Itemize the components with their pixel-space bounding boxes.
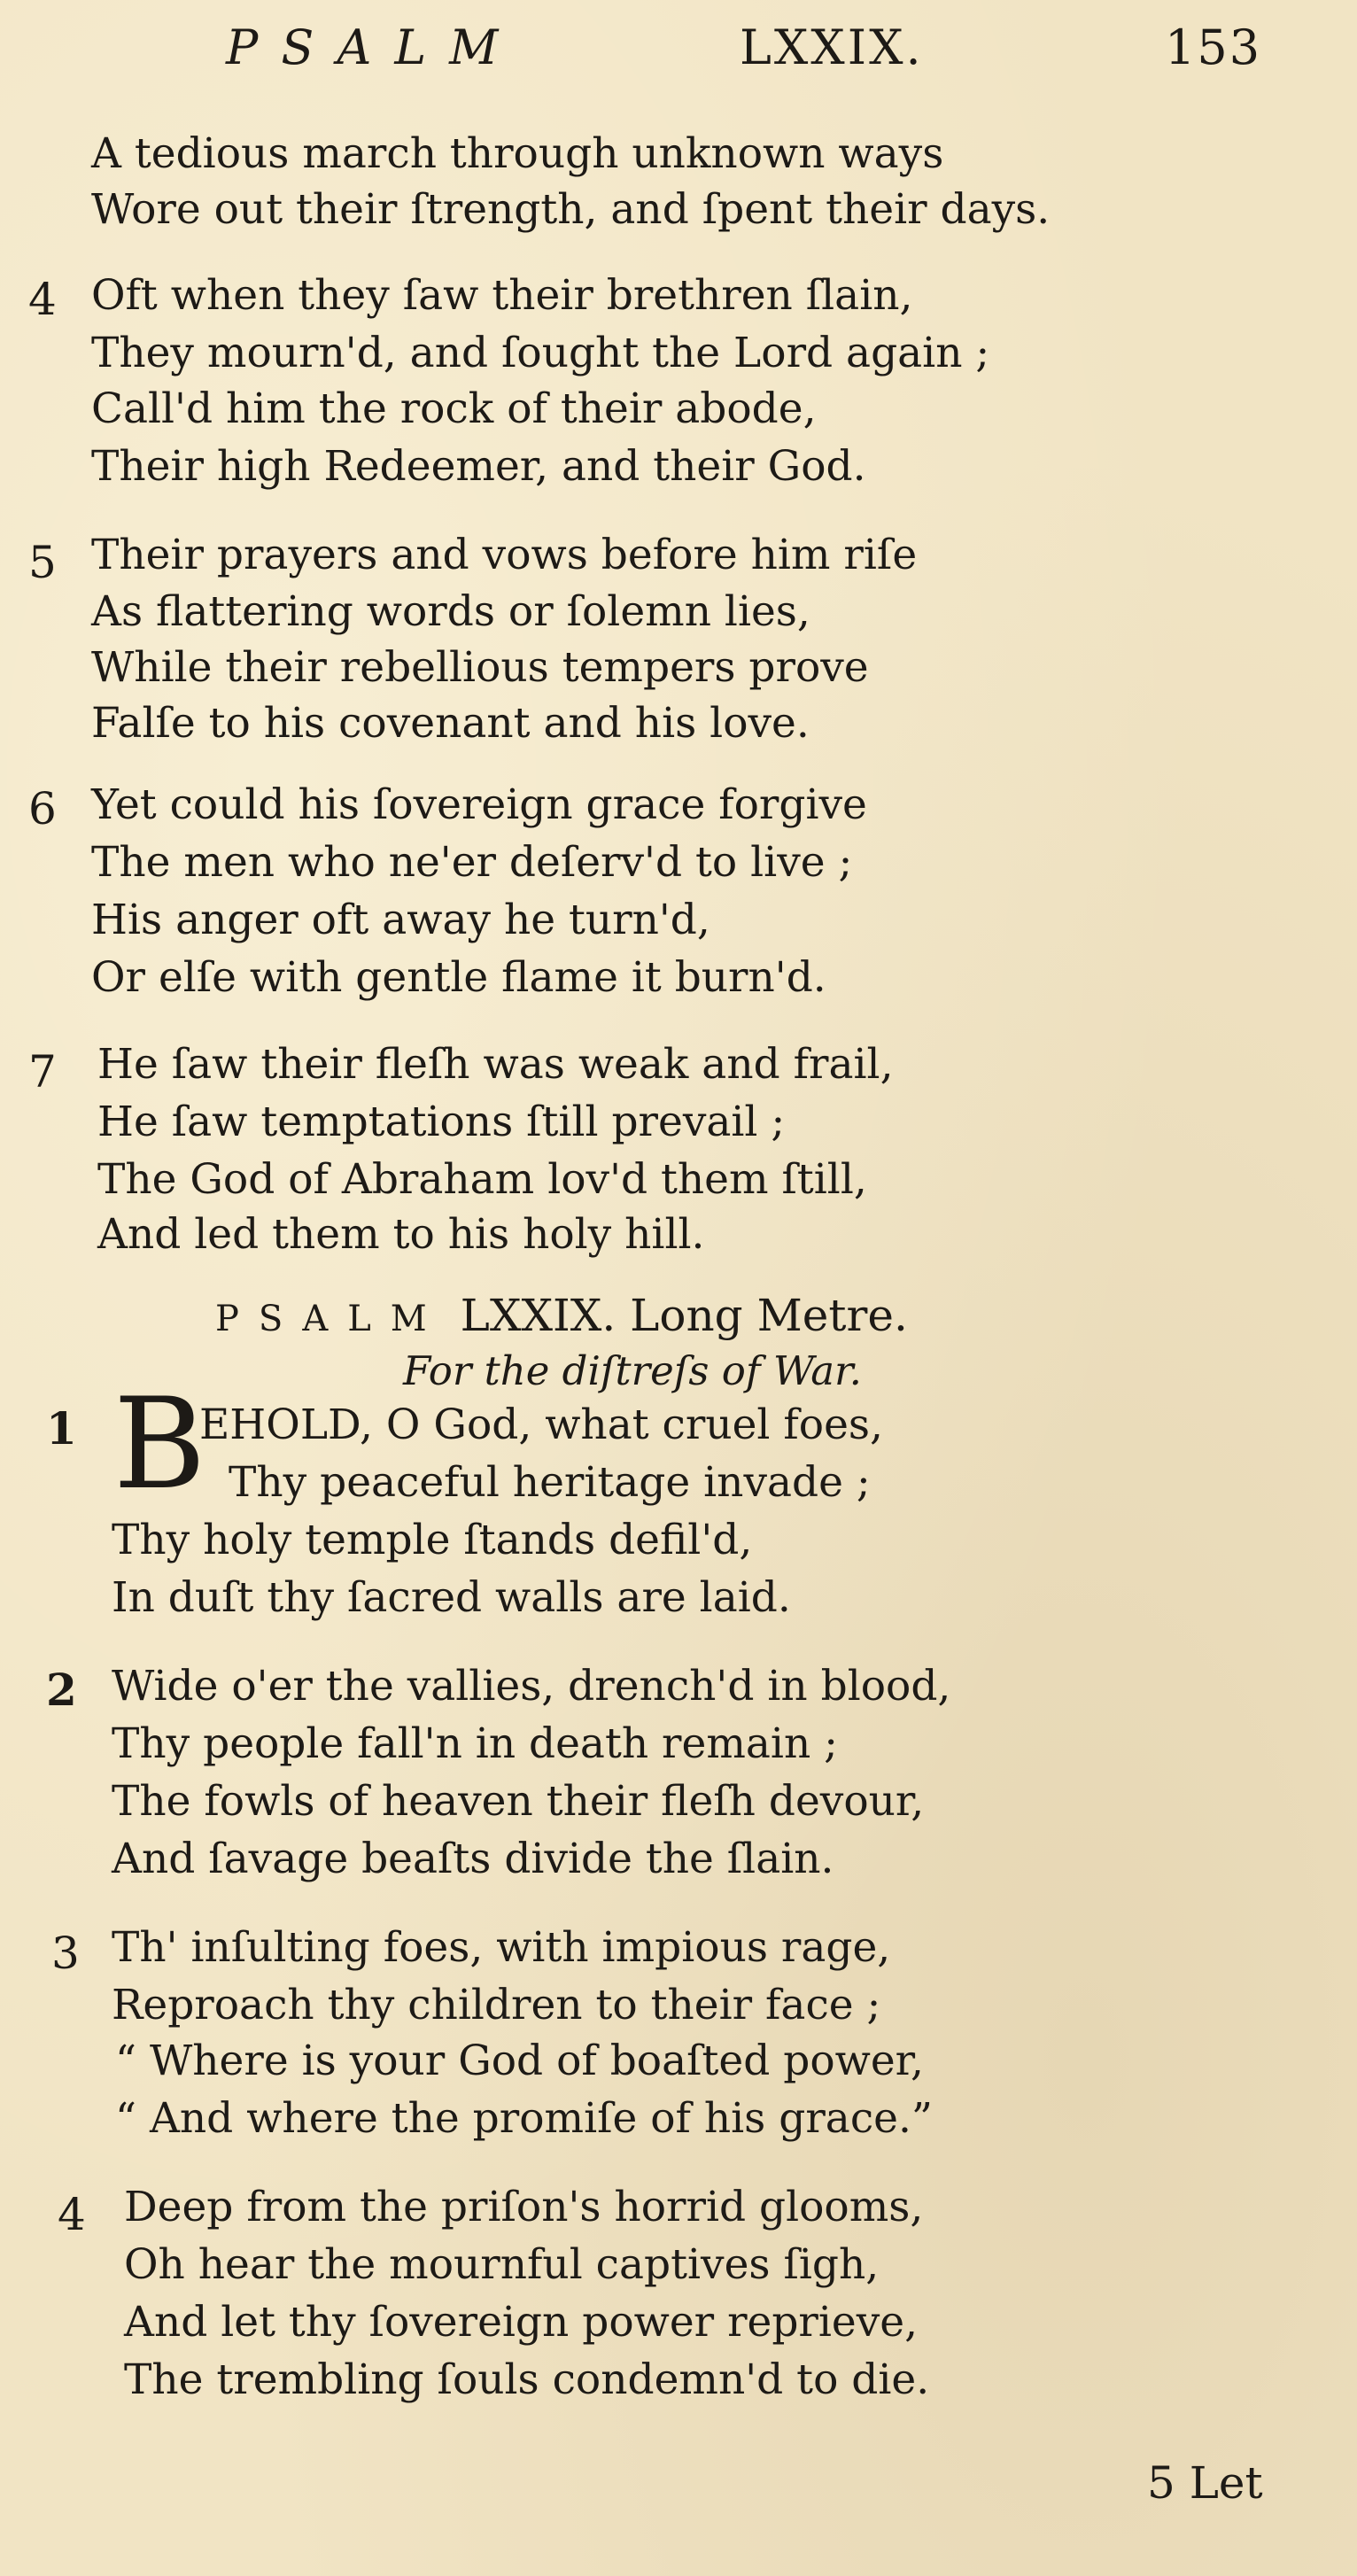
stanza-number: 4: [58, 2189, 86, 2240]
verse-line: The men who ne'er deſerv'd to live ;: [91, 838, 853, 887]
psalm-title-word: PSALM: [215, 1299, 446, 1339]
stanza-number: 2: [46, 1664, 77, 1716]
verse-line: And let thy ſovereign power reprieve,: [124, 2298, 919, 2347]
verse-line: Their high Redeemer, and their God.: [91, 442, 866, 491]
psalm-title-metre: LXXIX. Long Metre.: [460, 1290, 908, 1341]
verse-line: Thy holy temple ſtands defil'd,: [112, 1516, 753, 1564]
verse-line: He ſaw their fleſh was weak and frail,: [97, 1040, 894, 1089]
verse-line: His anger oft away he turn'd,: [91, 896, 710, 944]
page-number: 153: [1165, 19, 1262, 75]
verse-line: The fowls of heaven their fleſh devour,: [112, 1777, 925, 1826]
verse-line: Deep from the priſon's horrid glooms,: [124, 2183, 924, 2231]
psalm-title: [215, 1290, 908, 1341]
verse-line: They mourn'd, and ſought the Lord again ;: [91, 329, 990, 377]
verse-line: Or elſe with gentle flame it burn'd.: [91, 953, 826, 1002]
verse-line: Falſe to his covenant and his love.: [91, 699, 810, 748]
verse-line: While their rebellious tempers prove: [91, 643, 869, 692]
verse-line: As flattering words or ſolemn lies,: [91, 587, 810, 636]
verse-line: He ſaw temptations ſtill prevail ;: [97, 1098, 786, 1146]
verse-line: Thy people fall'n in death remain ;: [112, 1719, 838, 1768]
stanza-number: 7: [28, 1046, 57, 1098]
verse-line: Their prayers and vows before him riſe: [91, 531, 918, 579]
verse-line: Yet could his ſovereign grace forgive: [91, 780, 867, 829]
running-header: [0, 19, 1357, 90]
psalm-subtitle: For the diſtreſs of War.: [403, 1347, 862, 1394]
verse-line: Oh hear the mournful captives ſigh,: [124, 2240, 880, 2289]
verse-line: In duſt thy ſacred walls are laid.: [112, 1573, 791, 1622]
verse-line: EHOLD, O God, what cruel foes,: [199, 1401, 883, 1449]
stanza-number: 6: [28, 783, 57, 834]
catchword: 5 Let: [1147, 2457, 1263, 2509]
verse-line: The God of Abraham lov'd them ſtill,: [97, 1155, 867, 1204]
verse-line: Th' inſulting foes, with impious rage,: [112, 1923, 891, 1972]
verse-line: Reproach thy children to their face ;: [112, 1981, 881, 2029]
header-psalm-word: PSALM: [226, 19, 522, 75]
stanza-number: 1: [46, 1402, 77, 1455]
stanza-number: 4: [28, 274, 57, 325]
stanza-number: 5: [28, 537, 57, 588]
verse-line: Wide o'er the vallies, drench'd in blood,: [112, 1662, 951, 1711]
stanza-number: 3: [51, 1928, 80, 1979]
header-psalm-numeral: LXXIX.: [740, 19, 924, 75]
drop-cap: B: [113, 1371, 206, 1517]
verse-line: “ And where the promiſe of his grace.”: [115, 2094, 933, 2143]
verse-line: Thy peaceful heritage invade ;: [229, 1458, 871, 1507]
verse-line: A tedious march through unknown ways: [91, 129, 944, 178]
verse-line: “ Where is your God of boaſted power,: [115, 2037, 924, 2085]
verse-line: The trembling ſouls condemn'd to die.: [124, 2355, 930, 2404]
verse-line: Wore out their ſtrength, and ſpent their days.: [91, 185, 1051, 234]
verse-line: Call'd him the rock of their abode,: [91, 384, 817, 433]
verse-line: And led them to his holy hill.: [97, 1210, 705, 1259]
verse-line: Oft when they ſaw their brethren ſlain,: [91, 271, 913, 320]
verse-line: And ſavage beaſts divide the ſlain.: [112, 1835, 834, 1883]
